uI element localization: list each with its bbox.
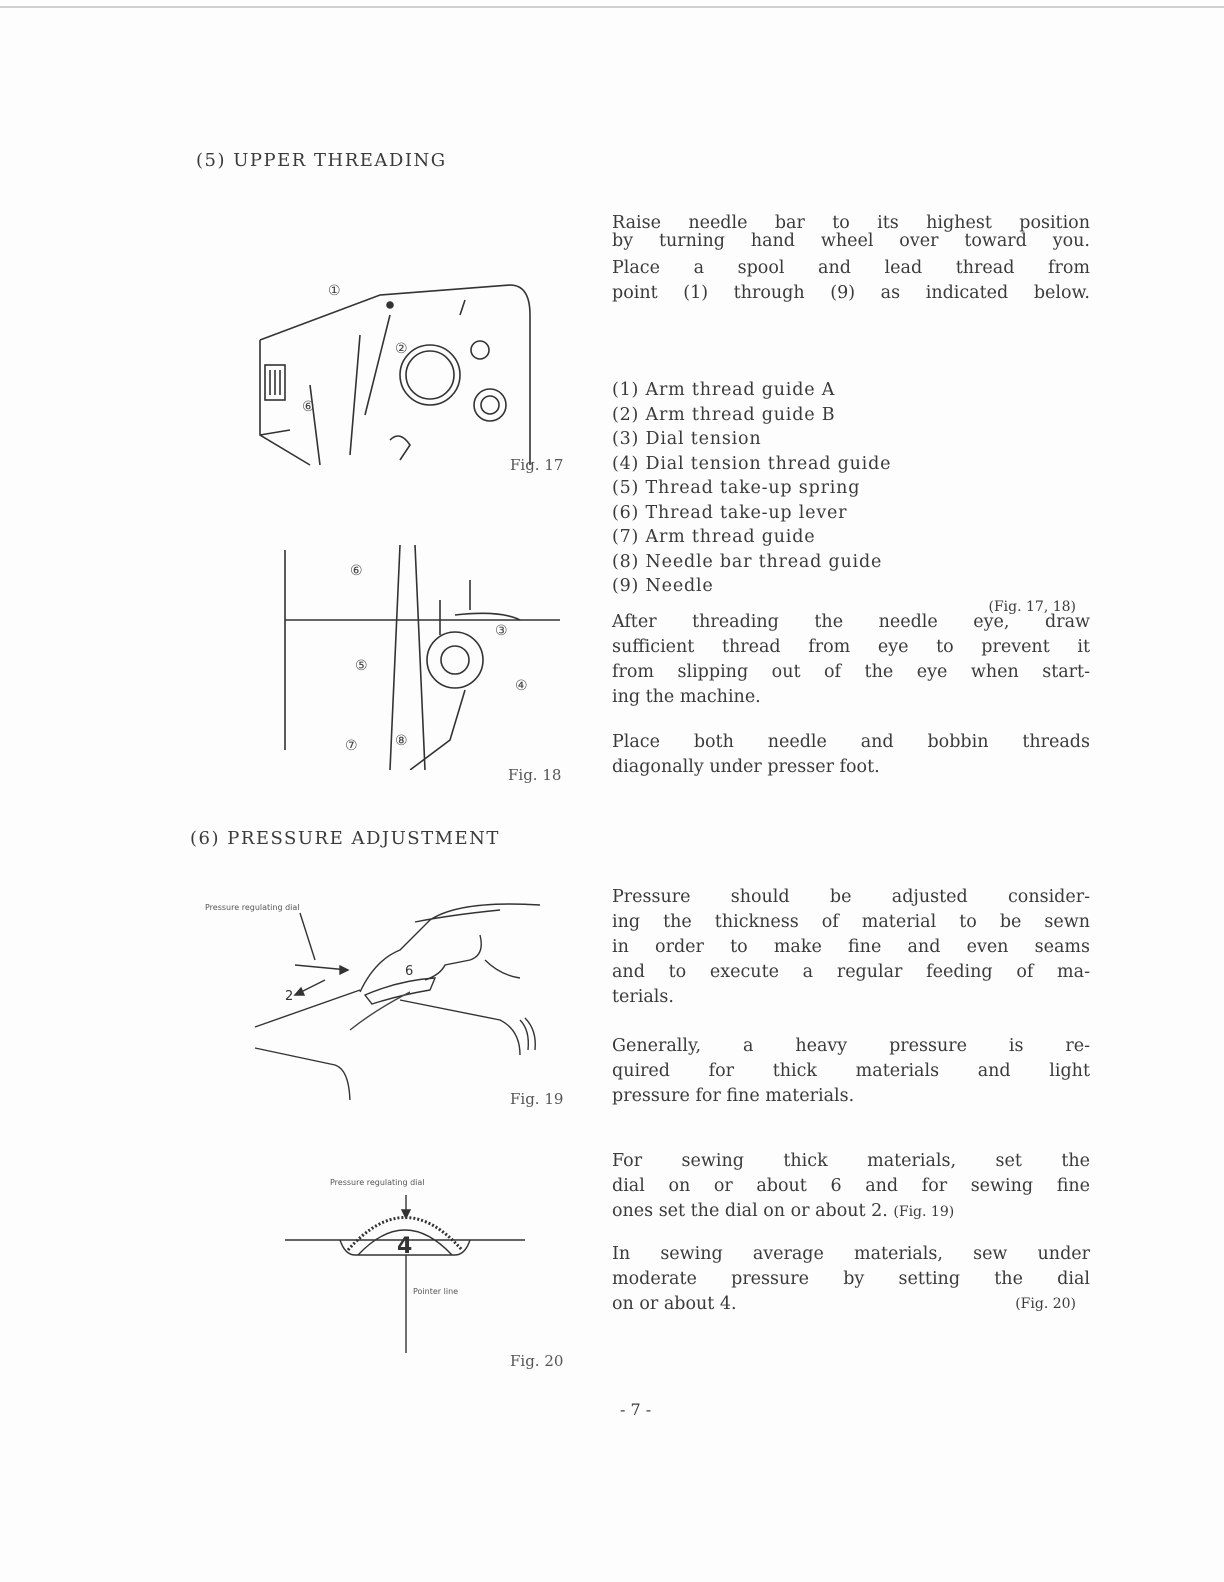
- text-line: sufficient thread from eye to prevent it: [612, 637, 1090, 657]
- callout-7: ⑦: [345, 738, 358, 754]
- text-line: from slipping out of the eye when start-: [612, 662, 1090, 682]
- figure-20-dial-pointer: [280, 1170, 540, 1360]
- text-line: For sewing thick materials, set the: [612, 1151, 1090, 1171]
- text-line: on or about 4.: [612, 1294, 737, 1314]
- section-heading-pressure-adjustment: (6) PRESSURE ADJUSTMENT: [190, 828, 500, 849]
- figure-17-label: Fig. 17: [510, 456, 564, 474]
- list-item: (3) Dial tension: [612, 429, 762, 449]
- intro-paragraph: [612, 214, 1090, 306]
- figure-19-pressure-dial-hand: [200, 880, 560, 1100]
- scan-edge: [0, 6, 1224, 8]
- page-number: - 7 -: [620, 1400, 652, 1419]
- callout-2: ②: [395, 341, 408, 357]
- figure-20-label: Fig. 20: [510, 1352, 564, 1370]
- list-item: (4) Dial tension thread guide: [612, 453, 892, 474]
- callout-6: ⑥: [350, 563, 363, 579]
- figure-reference: (Fig. 20): [1015, 1296, 1076, 1312]
- text-line: dial on or about 6 and for sewing fine: [612, 1176, 1090, 1196]
- text-line: and to execute a regular feeding of ma-: [612, 962, 1090, 982]
- figure-reference: (Fig. 17, 18): [988, 598, 1076, 615]
- dial-mark-6: 6: [405, 964, 414, 979]
- figure-19-label: Fig. 19: [510, 1090, 564, 1108]
- list-item: (6) Thread take-up lever: [612, 502, 848, 523]
- callout-8: ⑧: [395, 733, 408, 749]
- text-line: pressure for fine materials.: [612, 1086, 855, 1106]
- callout-1: ①: [328, 283, 341, 299]
- after-threading-paragraph: [612, 610, 1090, 710]
- place-threads-paragraph: [612, 730, 1090, 780]
- text-line: moderate pressure by setting the dial: [612, 1269, 1090, 1289]
- text-line: Pressure should be adjusted consider-: [612, 887, 1090, 907]
- dial-mark-2: 2: [285, 989, 294, 1004]
- dial-label: Pressure regulating dial: [205, 903, 300, 912]
- pressure-paragraph-2: [612, 1034, 1090, 1109]
- list-item: (9) Needle: [612, 576, 714, 596]
- list-item: (5) Thread take-up spring: [612, 478, 861, 498]
- list-item: (7) Arm thread guide: [612, 527, 816, 547]
- dial-value: 4: [397, 1234, 413, 1259]
- pointer-line-label: Pointer line: [413, 1287, 459, 1296]
- text-line: in order to make fine and even seams: [612, 937, 1090, 957]
- text-line: ing the thickness of material to be sewn: [612, 912, 1090, 932]
- pressure-paragraph-4: [612, 1242, 1090, 1317]
- dial-label: Pressure regulating dial: [330, 1178, 425, 1187]
- text-line: by turning hand wheel over toward you.: [612, 231, 1090, 251]
- text-line: quired for thick materials and light: [612, 1061, 1090, 1081]
- list-item: (8) Needle bar thread guide: [612, 551, 883, 572]
- callout-5: ⑤: [355, 658, 368, 674]
- threading-points-list: [612, 378, 1090, 615]
- list-item: (2) Arm thread guide B: [612, 404, 836, 425]
- text-line: ones set the dial on or about 2.: [612, 1201, 888, 1221]
- callout-4: ④: [515, 678, 528, 694]
- callout-6: ⑥: [302, 399, 315, 415]
- pressure-paragraph-1: [612, 885, 1090, 1010]
- text-line: terials.: [612, 987, 674, 1007]
- pressure-paragraph-3: [612, 1149, 1090, 1224]
- text-line: diagonally under presser foot.: [612, 757, 880, 777]
- text-line: Generally, a heavy pressure is re-: [612, 1036, 1090, 1056]
- figure-reference: (Fig. 19): [893, 1204, 955, 1220]
- text-line: ing the machine.: [612, 687, 761, 707]
- figure-18-label: Fig. 18: [508, 766, 562, 784]
- text-line: After threading the needle eye, draw: [612, 612, 1090, 632]
- figure-17-machine-head: [250, 255, 540, 475]
- text-line: In sewing average materials, sew under: [612, 1244, 1090, 1264]
- text-line: point (1) through (9) as indicated below.: [612, 283, 1090, 303]
- text-line: Place a spool and lead thread from: [612, 258, 1090, 278]
- callout-3: ③: [495, 623, 508, 639]
- list-item: (1) Arm thread guide A: [612, 380, 836, 400]
- figure-18-tension-dial: [280, 540, 570, 770]
- section-heading-upper-threading: (5) UPPER THREADING: [196, 150, 447, 171]
- text-line: Raise needle bar to its highest position: [612, 213, 1090, 233]
- text-line: Place both needle and bobbin threads: [612, 732, 1090, 752]
